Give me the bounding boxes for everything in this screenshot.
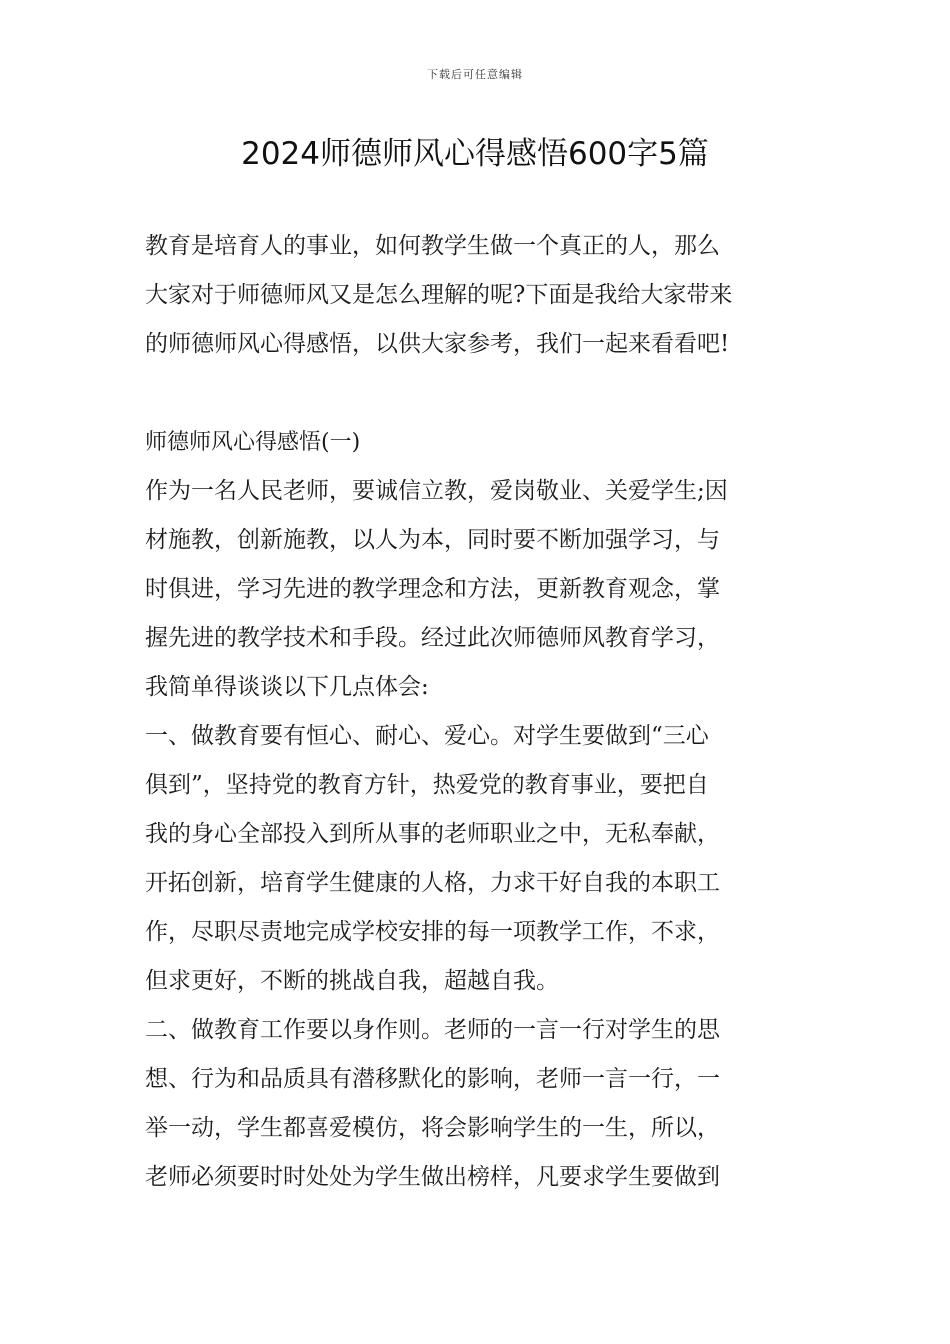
body-line: 一、做教育要有恒心、耐心、爱心。对学生要做到“三心 [145, 723, 709, 749]
body-line: 老师必须要时时处处为学生做出榜样，凡要求学生要做到 [145, 1164, 720, 1190]
body-line: 作，尽职尽责地完成学校安排的每一项教学工作，不求， [145, 919, 720, 945]
body-line: 举一动，学生都喜爱模仿，将会影响学生的一生，所以， [145, 1115, 720, 1141]
intro-line: 教育是培育人的事业，如何教学生做一个真正的人，那么 [145, 233, 720, 259]
document-body [145, 222, 811, 1202]
body-line: 我的身心全部投入到所从事的老师职业之中，无私奉献， [145, 821, 720, 847]
paragraph-spacer [145, 369, 811, 418]
intro-line: 大家对于师德师风又是怎么理解的呢?下面是我给大家带来 [145, 282, 733, 308]
body-line: 开拓创新，培育学生健康的人格，力求干好自我的本职工 [145, 870, 720, 896]
body-line: 但求更好，不断的挑战自我，超越自我。 [145, 968, 559, 994]
section-heading: 师德师风心得感悟(一) [145, 430, 361, 455]
body-line: 俱到”，坚持党的教育方针，热爱党的教育事业，要把自 [145, 772, 709, 798]
intro-line: 的师德师风心得感悟，以供大家参考，我们一起来看看吧! [145, 331, 730, 357]
intro-paragraph [145, 222, 811, 369]
body-line: 握先进的教学技术和手段。经过此次师德师风教育学习， [145, 625, 720, 651]
body-line: 二、做教育工作要以身作则。老师的一言一行对学生的思 [145, 1017, 720, 1043]
body-line: 我简单得谈谈以下几点体会: [145, 674, 429, 700]
header-note: 下载后可任意编辑 [427, 68, 523, 81]
body-line: 作为一名人民老师，要诚信立教，爱岗敬业、关爱学生;因 [145, 478, 728, 504]
document-title: 2024师德师风心得感悟600字5篇 [241, 136, 709, 172]
body-line: 想、行为和品质具有潜移默化的影响，老师一言一行，一 [145, 1066, 720, 1092]
section-body [145, 467, 811, 1202]
body-line: 时俱进，学习先进的教学理念和方法，更新教育观念，掌 [145, 576, 720, 602]
body-line: 材施教，创新施教，以人为本，同时要不断加强学习，与 [145, 527, 720, 553]
